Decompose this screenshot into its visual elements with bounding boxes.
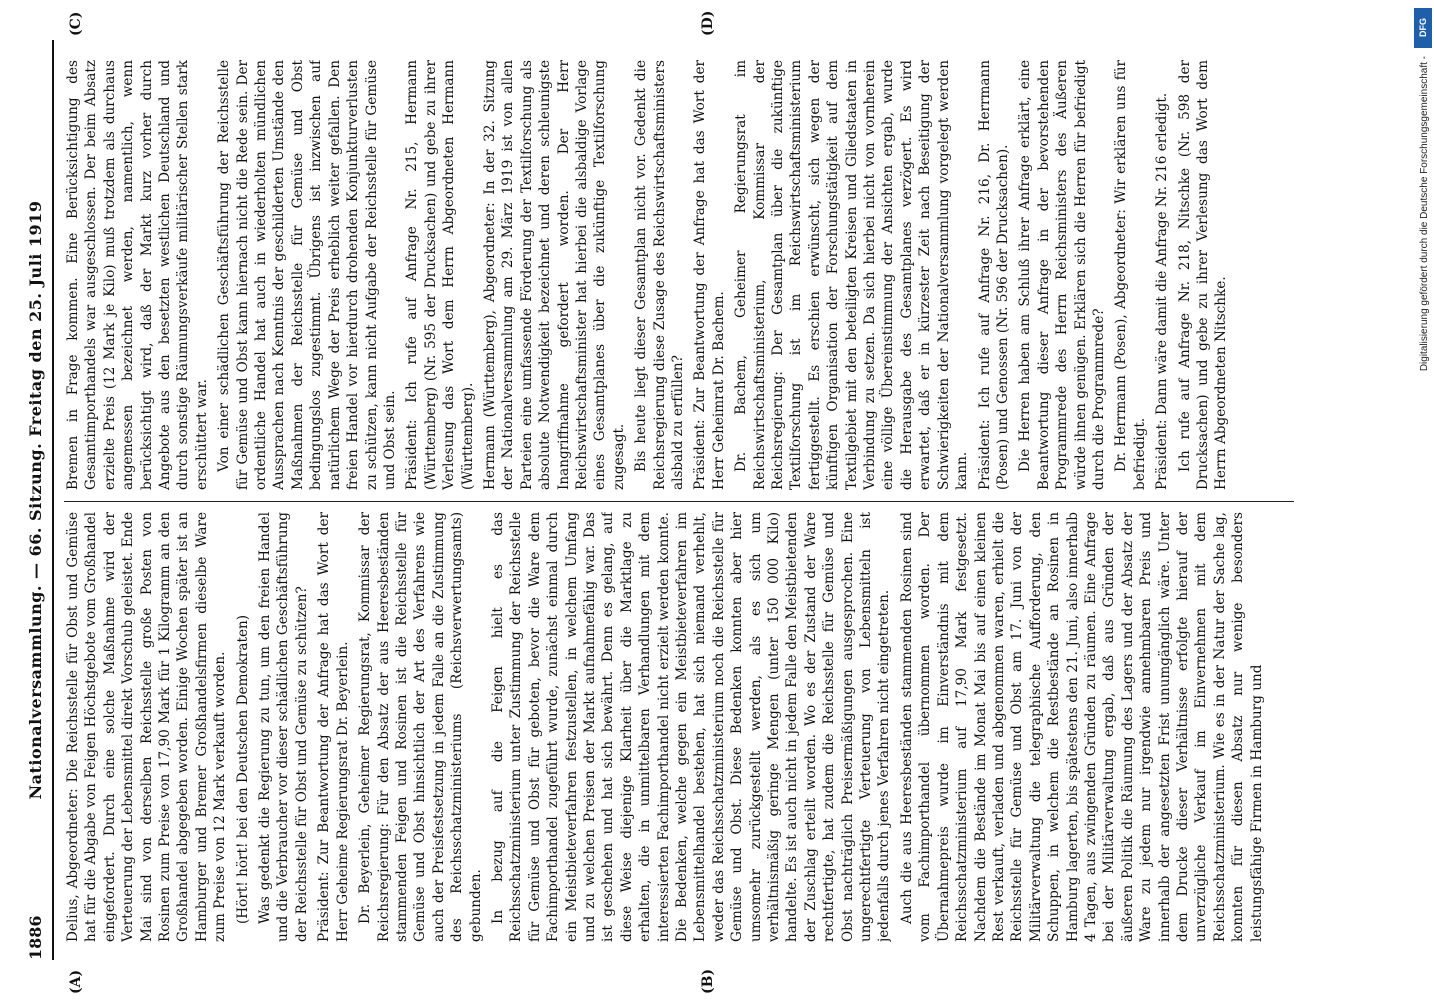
- paragraph: (Hört! hört! bei den Deutschen Demokraten): [234, 614, 251, 924]
- paragraph: Dr. Beyerlein, Geheimer Regierungsrat, Kommissar der Reichsregierung: Für den Absatz der aus Heeresbeständen stammenden Feigen und Rosinen ist die Reichsstelle für Gemüse und Obst hinsichtlich der Art des Verfahrens wie auch der Preisfestsetzung in jedem Falle an die Zustimmung des Reichsschatzministeriums (Reichsverwertungsamts) gebunden.: [357, 512, 484, 942]
- page-title: Nationalversammlung. — 66. Sitzung. Freitag den 25. Juli 1919: [26, 200, 45, 800]
- paragraph: Was gedenkt die Regierung zu tun, um den freien Handel und die Verbraucher vor dieser schädlichen Geschäftsführung der Reichsstelle für Obst und Gemüse zu schützen?: [257, 512, 310, 942]
- margin-mark-b: (B): [700, 968, 716, 994]
- digitization-note: [1412, 8, 1432, 992]
- paragraph: Präsident: Ich rufe auf Anfrage Nr. 216, Dr. Herrmann (Posen) und Genossen (Nr. 596 der Drucksachen).: [976, 60, 1011, 490]
- paragraph: Bremen in Frage kommen. Eine Berücksichtigung des Gesamtimporthandels war ausgeschlossen. Der beim Absatz erzielte Preis (12 Mark je Kilo) muß trotzdem als durchaus angemessen bezeichnet werden, namentlich, wenn berücksichtigt wird, daß der Markt kurz vorher durch Angebote aus den besetzten westlichen Deutschland und durch sonstige Räumungsverkäufe militärischer Stellen stark erschüttert war.: [65, 60, 210, 490]
- paragraph: Ich rufe auf Anfrage Nr. 218, Nitschke (Nr. 598 der Drucksachen) und gebe zu ihrer Verlesung das Wort dem Herrn Abgeordneten Nitschke.: [1176, 60, 1230, 490]
- paragraph: Präsident: Dann wäre damit die Anfrage Nr. 216 erledigt.: [1154, 92, 1171, 490]
- right-column: [64, 60, 1294, 490]
- left-column: [64, 512, 1294, 942]
- funding-note: Digitalisierung gefördert durch die Deutsche Forschungsgemeinschaft -: [1419, 56, 1430, 372]
- margin-mark-a: (A): [68, 969, 84, 994]
- paragraph: Delius, Abgeordneter: Die Reichsstelle für Obst und Gemüse hat für die Abgabe von Feigen Höchstgebote vom Großhandel eingefordert. Durch eine solche Maßnahme wird der Verteuerung der Lebensmittel direkt Vorschub geleistet. Ende Mai sind von derselben Reichsstelle große Posten von Rosinen zum Preise von 17,90 Mark für 1 Kilogramm an den Großhandel abgegeben worden. Einige Wochen später ist an Hamburger und Bremer Großhandelsfirmen dieselbe Ware zum Preise von 12 Mark verkauft worden.: [65, 512, 229, 942]
- paragraph: Präsident: Ich rufe auf Anfrage Nr. 215, Hermann (Württemberg) (Nr. 595 der Drucksachen) und gebe zu ihrer Verlesung das Wort dem Herrn Abgeordneten Hermann (Württemberg).: [404, 60, 476, 490]
- paragraph: Auch die aus Heeresbeständen stammenden Rosinen sind vom Fachimporthandel übernommen worden. Der Übernahmepreis wurde im Einverständnis mit dem Reichsschatzministerium auf 17,90 Mark festgesetzt. Nachdem die Bestände im Monat Mai bis auf einen kleinen Rest verkauft, verladen und abgenommen waren, erhielt die Reichsstelle für Gemüse und Obst am 17. Juni von der Militärverwaltung die telegraphische Aufforderung, den Schuppen, in welchem die Restbestände an Rosinen in Hamburg lagerten, bis spätestens den 21. Juni, also innerhalb 4 Tagen, aus zwingenden Gründen zu räumen. Eine Anfrage bei der Militärverwaltung ergab, daß aus Gründen der äußeren Politik die Räumung des Lagers und der Absatz der Ware zu jedem nur irgendwie annehmbaren Preis und innerhalb der angesetzten Frist unumgänglich wäre. Unter dem Drucke dieser Verhältnisse erfolgte hierauf der unverzügliche Verkauf im Einvernehmen mit dem Reichsschatzministerium. Wie es in der Natur der Sache lag, konnten für diesen Absatz nur wenige besonders leistungsfähige Firmen in Hamburg und: [898, 512, 1265, 942]
- page-number: 1886: [26, 915, 45, 960]
- paragraph: In bezug auf die Feigen hielt es das Reichsschatzministerium unter Zustimmung der Reichsstelle für Gemüse und Obst für geboten, bevor die Ware dem Fachimporthandel zugeführt wurde, zunächst einmal durch ein Meistbieteverfahren festzustellen, in welchem Umfang und zu welchen Preisen der Markt aufnahmefähig war. Das ist geschehen und hat sich bewährt. Denn es gelang, auf diese Weise diejenige Klarheit über die Marktlage zu erhalten, die in unmittelbaren Verhandlungen mit dem interessierten Fachimporthandel nicht erzielt werden konnte. Die Bedenken, welche gegen ein Meistbieteverfahren im Lebensmittelhandel bestehen, hat sich niemand verhehlt, weder das Reichsschatzministerium noch die Reichsstelle für Gemüse und Obst. Diese Bedenken konnten aber hier umsomehr zurückgestellt werden, als es sich um verhältnismäßig geringe Mengen (unter 150 000 Kilo) handelte. Es ist auch nicht in jedem Falle den Meistbietenden der Zuschlag erteilt worden. Wo es der Zustand der Ware rechtfertigte, hat zudem die Reichsstelle für Gemüse und Obst nachträglich Preisermäßigungen ausgesprochen. Eine ungerechtfertigte Verteuerung von Lebensmitteln ist jedenfalls durch jenes Verfahren nicht eingetreten.: [489, 512, 893, 942]
- paragraph: Hermann (Württemberg), Abgeordneter: In der 32. Sitzung der Nationalversammlung am 29. März 1919 ist von allen Parteien eine umfassende Förderung der Textilforschung als absolute Notwendigkeit bezeichnet und deren schleunigste Inangriffnahme gefordert worden. Der Herr Reichswirtschaftsminister hat hierbei die alsbaldige Vorlage eines Gesamtplanes über die zukünftige Textilforschung zugesagt.: [481, 60, 627, 490]
- column-divider: [64, 501, 1294, 502]
- paragraph: Dr. Herrmann (Posen), Abgeordneter: Wir erklären uns für befriedigt.: [1113, 60, 1148, 490]
- paragraph: Die Herren haben am Schluß ihrer Anfrage erklärt, eine Beantwortung dieser Anfrage in der bevorstehenden Programmrede des Herrn Reichsministers des Äußeren würde ihnen genügen. Erklären sich die Herren für befriedigt durch die Programmrede?: [1017, 60, 1107, 490]
- paragraph: Präsident: Zur Beantwortung der Anfrage hat das Wort der Herr Geheime Regierungsrat Dr. Beyerlein.: [316, 512, 351, 942]
- margin-mark-c: (C): [68, 11, 84, 36]
- paragraph: Präsident: Zur Beantwortung der Anfrage hat das Wort der Herr Geheimrat Dr. Bachem.: [692, 60, 727, 490]
- header-rule: [52, 40, 54, 960]
- paragraph: Dr. Bachem, Geheimer Regierungsrat im Reichswirtschaftsministerium, Kommissar der Reichsregierung: Der Gesamtplan über die zukünftige Textilforschung ist im Reichswirtschaftsministerium fertiggestellt. Es erschien erwünscht, sich wegen der künftigen Organisation der Forschungstätigkeit auf dem Textilgebiet mit den beteiligten Kreisen und Gliedstaaten in Verbindung zu setzen. Da sich hierbei nicht von vornherein eine völlige Übereinstimmung der Ansichten ergab, wurde die Herausgabe des Gesamtplanes verzögert. Es wird erwartet, daß er in kürzester Zeit nach Beseitigung der Schwierigkeiten der Nationalversammlung vorgelegt werden kann.: [733, 60, 971, 490]
- paragraph: Bis heute liegt dieser Gesamtplan nicht vor. Gedenkt die Reichsregierung diese Zusage des Reichswirtschaftsministers alsbald zu erfüllen?: [633, 60, 686, 490]
- page-header: [20, 40, 50, 960]
- dfg-logo: DFG: [1414, 8, 1432, 48]
- paragraph: Von einer schädlichen Geschäftsführung der Reichsstelle für Gemüse und Obst kann hiernach nicht die Rede sein. Der ordentliche Handel hat auch in wiederholten mündlichen Aussprachen nach Kenntnis der geschilderten Umstände den Maßnahmen der Reichsstelle für Gemüse und Obst bedingungslos zugestimmt. Übrigens ist inzwischen auf natürlichem Wege der Preis erheblich weiter gefallen. Den freien Handel vor hierdurch drohenden Konjunkturverlusten zu schützen, kann nicht Aufgabe der Reichsstelle für Gemüse und Obst sein.: [216, 60, 398, 490]
- margin-mark-d: (D): [700, 10, 716, 36]
